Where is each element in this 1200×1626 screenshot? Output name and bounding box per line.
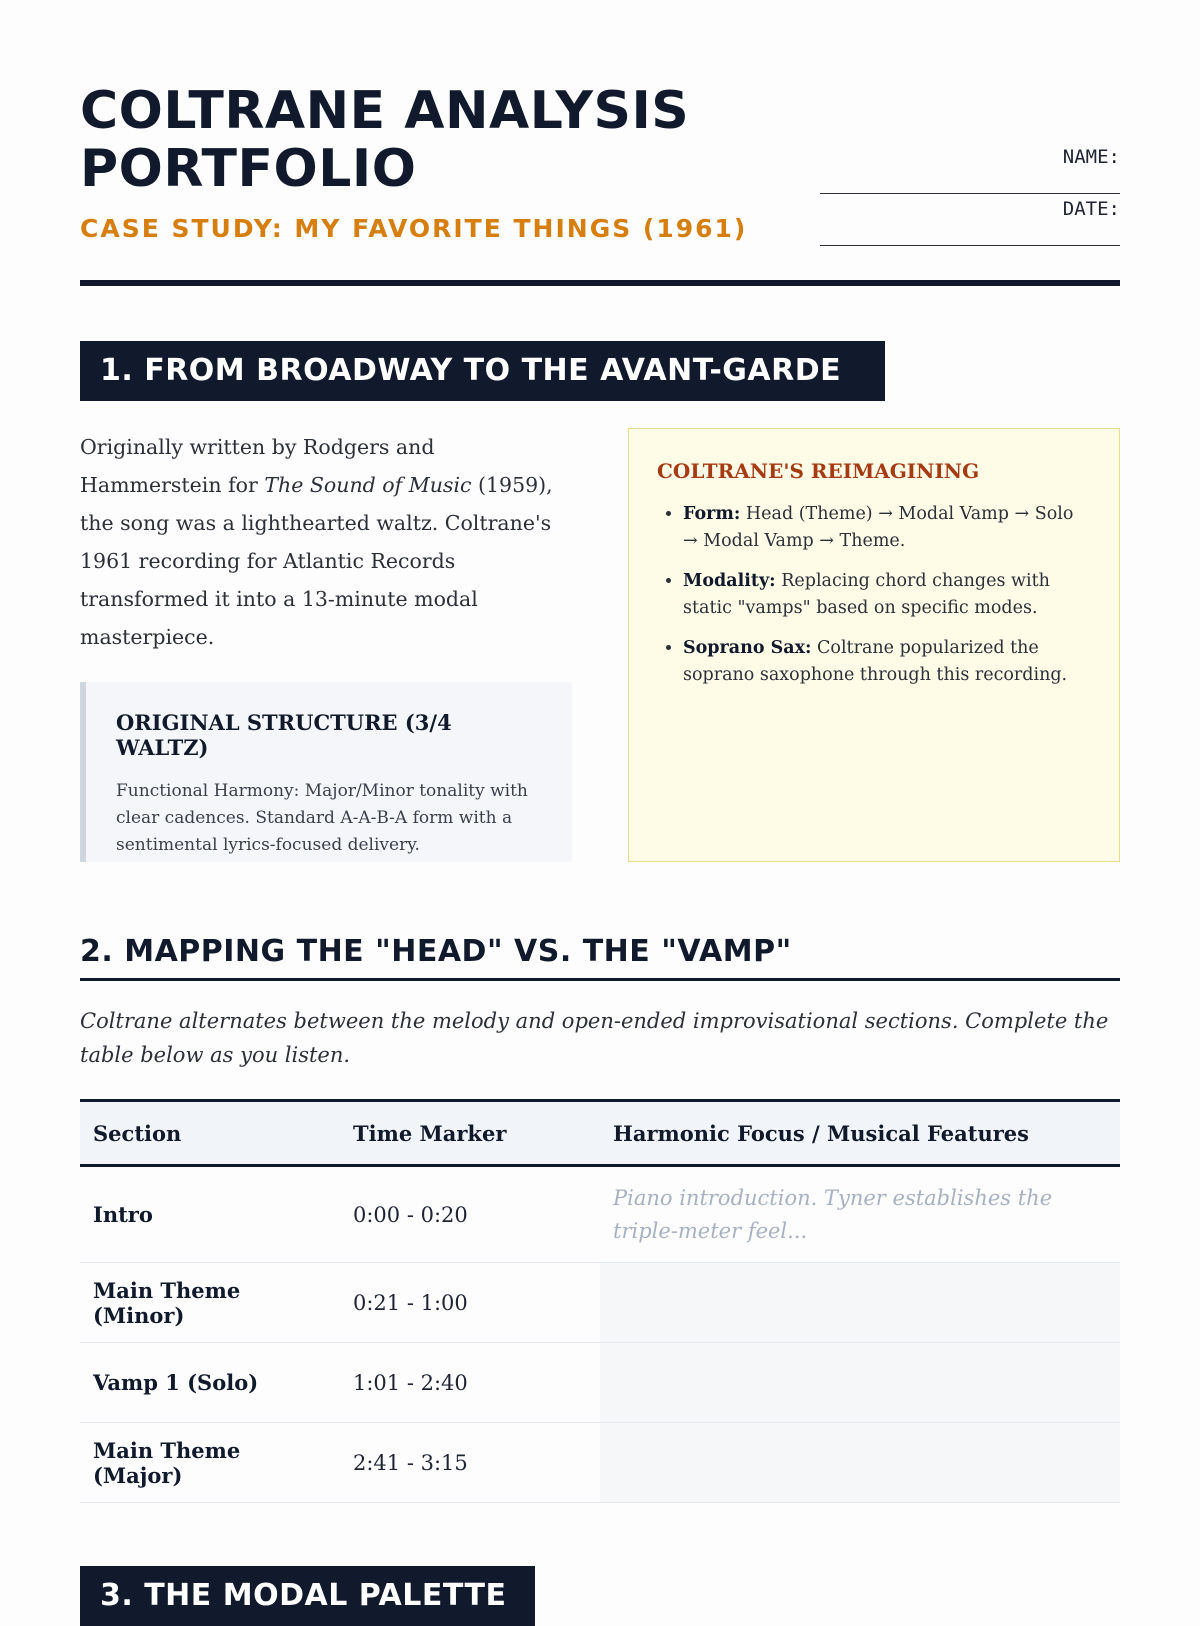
date-label: DATE: — [1062, 198, 1120, 220]
section-cell: Vamp 1 (Solo) — [80, 1343, 340, 1423]
original-structure-body: Functional Harmony: Major/Minor tonality with clear cadences. Standard A-A-B-A form with a sentimental lyrics-focused delivery. — [116, 781, 528, 855]
date-field[interactable] — [820, 194, 1120, 246]
list-item: • Soprano Sax: Coltrane popularized the soprano saxophone through this recording. — [683, 635, 1091, 689]
name-field[interactable] — [820, 142, 1120, 194]
section3-heading: 3. THE MODAL PALETTE — [80, 1566, 535, 1626]
list-item: • Form: Head (Theme) → Modal Vamp → Solo → Modal Vamp → Theme. — [683, 501, 1091, 555]
worksheet-page — [80, 0, 1120, 1613]
features-cell[interactable] — [600, 1423, 1120, 1503]
header — [80, 0, 1120, 290]
time-cell: 1:01 - 2:40 — [340, 1343, 600, 1423]
student-meta — [820, 142, 1120, 246]
reimagining-title: COLTRANE'S REIMAGINING — [657, 459, 980, 483]
features-cell[interactable]: Piano introduction. Tyner establishes the triple-meter feel... — [600, 1166, 1120, 1263]
features-cell[interactable] — [600, 1263, 1120, 1343]
original-structure-title: ORIGINAL STRUCTURE (3/4 WALTZ) — [116, 710, 452, 760]
original-structure-box — [80, 682, 572, 862]
column-header: Time Marker — [340, 1101, 600, 1166]
header-divider — [80, 280, 1120, 286]
section-cell: Intro — [80, 1166, 340, 1263]
column-header: Section — [80, 1101, 340, 1166]
section-cell: Main Theme (Major) — [80, 1423, 340, 1503]
page-subtitle: CASE STUDY: MY FAVORITE THINGS (1961) — [80, 214, 748, 243]
table-header-row — [80, 1101, 1120, 1166]
table-row — [80, 1263, 1120, 1343]
features-cell[interactable] — [600, 1343, 1120, 1423]
list-item: • Modality: Replacing chord changes with static "vamps" based on specific modes. — [683, 568, 1091, 622]
time-cell: 0:00 - 0:20 — [340, 1166, 600, 1263]
section2-heading: 2. MAPPING THE "HEAD" VS. THE "VAMP" — [80, 932, 1120, 981]
time-cell: 2:41 - 3:15 — [340, 1423, 600, 1503]
column-header: Harmonic Focus / Musical Features — [600, 1101, 1120, 1166]
reimagining-list — [657, 501, 1091, 689]
section2-intro: Coltrane alternates between the melody and open-ended improvisational sections. Complete the table below as you listen. — [80, 1009, 1109, 1067]
section1-intro: Originally written by Rodgers and Hammerstein for The Sound of Music (1959), the song was a lighthearted waltz. Coltrane's 1961 recording for Atlantic Records transformed it into a 13-minute modal masterpiece. — [80, 435, 553, 649]
section1-heading: 1. FROM BROADWAY TO THE AVANT-GARDE — [80, 341, 885, 401]
reimagining-box — [628, 428, 1120, 862]
listening-table — [80, 1099, 1120, 1503]
table-row — [80, 1166, 1120, 1263]
name-label: NAME: — [1062, 146, 1120, 168]
page-title: COLTRANE ANALYSIS PORTFOLIO — [80, 81, 690, 199]
table-row — [80, 1423, 1120, 1503]
time-cell: 0:21 - 1:00 — [340, 1263, 600, 1343]
section-cell: Main Theme (Minor) — [80, 1263, 340, 1343]
table-row — [80, 1343, 1120, 1423]
